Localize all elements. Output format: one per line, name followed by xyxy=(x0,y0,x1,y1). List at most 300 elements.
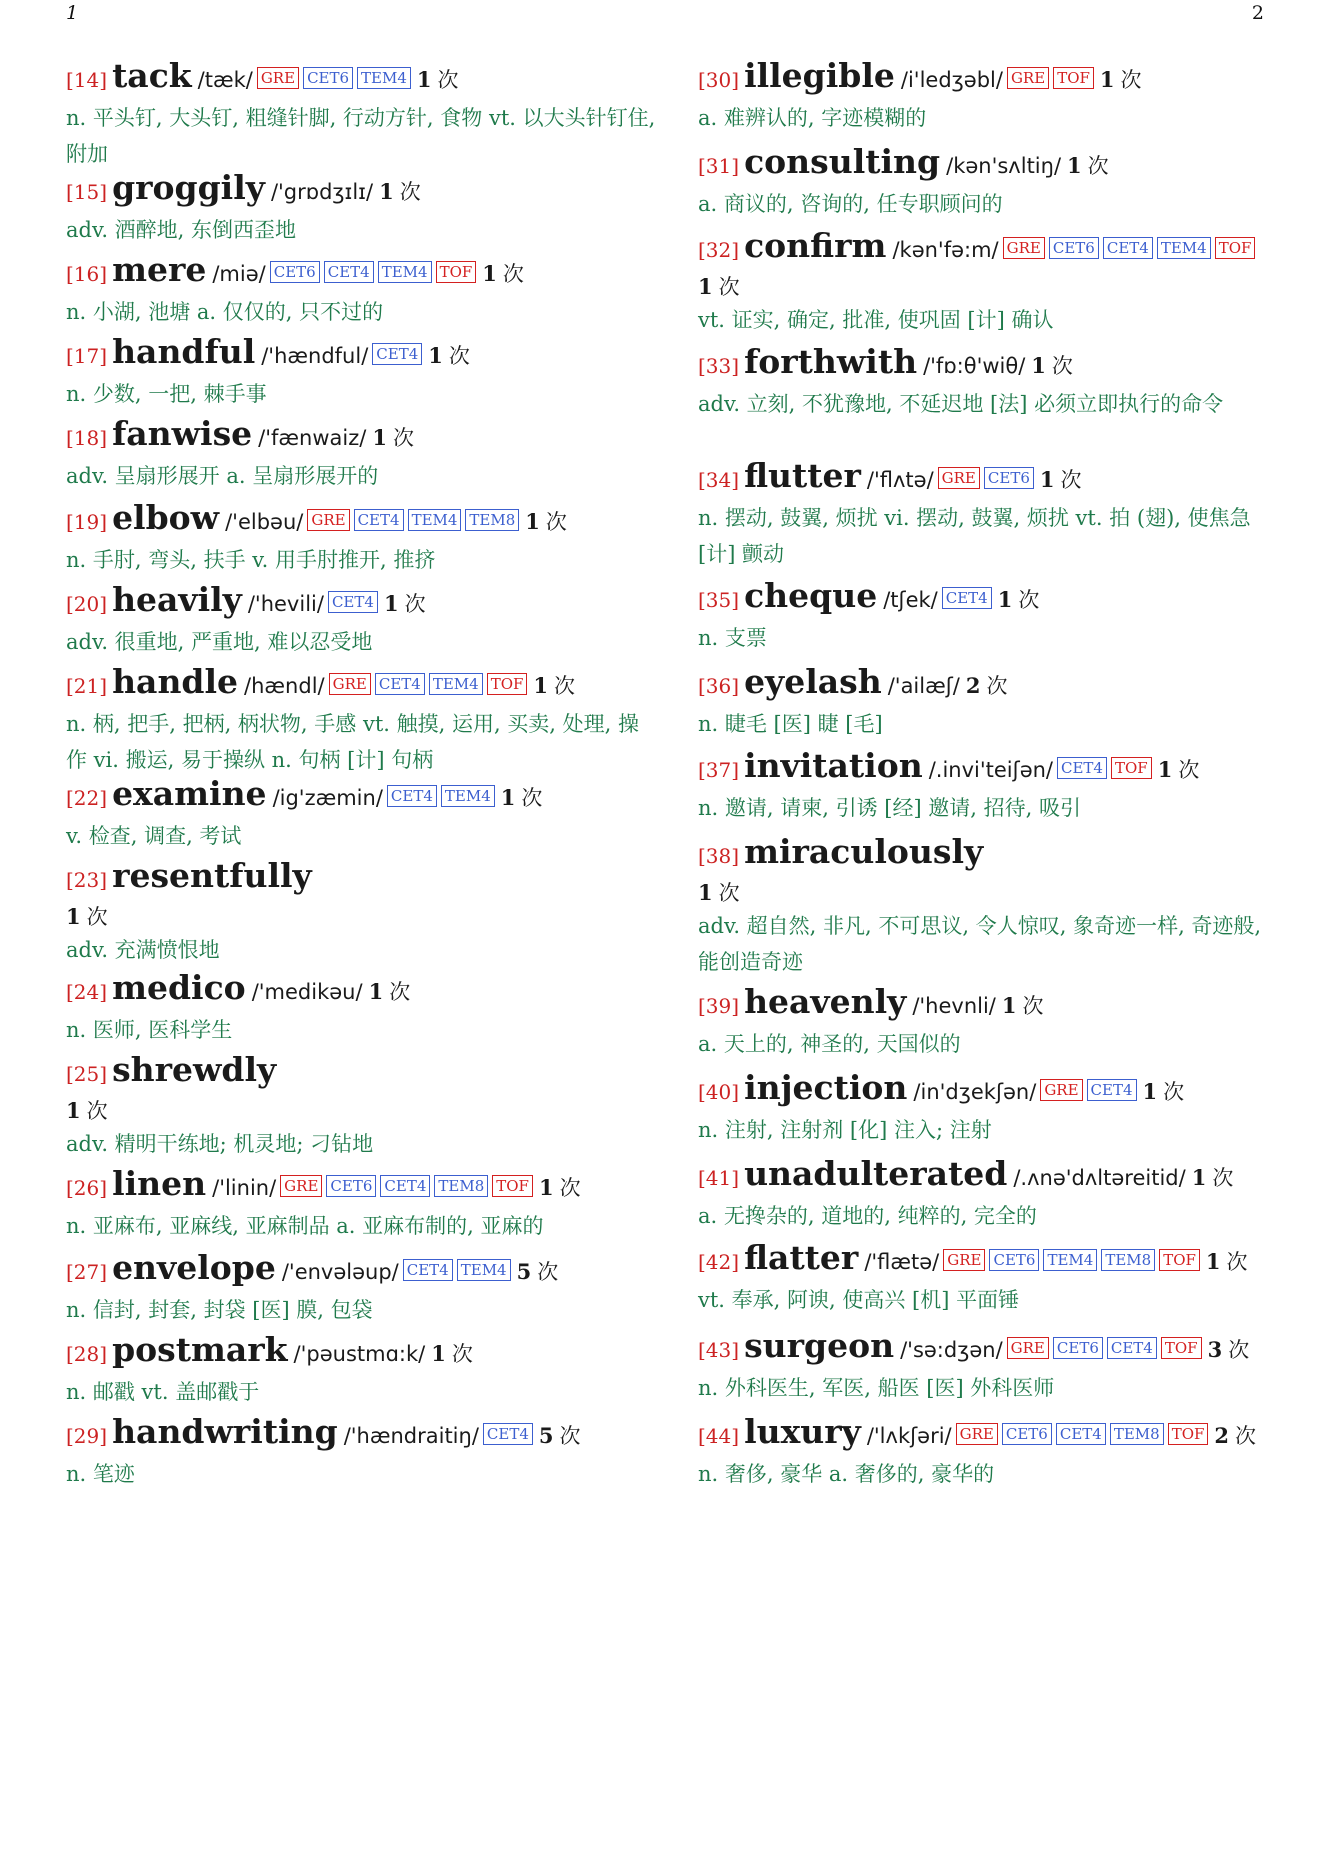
headword: surgeon xyxy=(744,1326,895,1365)
count-number: 3 xyxy=(1207,1337,1223,1362)
entry-head xyxy=(698,228,1278,302)
exam-tag-cet4: CET4 xyxy=(942,587,992,609)
word-entry xyxy=(698,144,1278,222)
exam-tag-cet6: CET6 xyxy=(984,467,1034,489)
word-entry xyxy=(66,416,656,494)
word-entry xyxy=(66,170,656,248)
count-unit: 次 xyxy=(545,510,567,534)
exam-tag-cet6: CET6 xyxy=(1053,1337,1103,1359)
phonetic: /'flʌtə/ xyxy=(866,468,934,492)
entry-head xyxy=(698,1328,1278,1370)
entry-head xyxy=(698,58,1278,100)
entry-index: [19] xyxy=(66,510,108,534)
occurrence-count xyxy=(966,674,1008,698)
phonetic: /'fænwaiz/ xyxy=(258,426,367,450)
phonetic: /'hevili/ xyxy=(247,592,324,616)
headword: confirm xyxy=(744,226,887,265)
entry-index: [18] xyxy=(66,426,108,450)
count-unit: 次 xyxy=(1018,588,1040,612)
definition: n. 邀请, 请柬, 引诱 [经] 邀请, 招待, 吸引 xyxy=(698,796,1082,820)
entry-index: [14] xyxy=(66,68,108,92)
headword: heavily xyxy=(112,580,242,619)
count-unit: 次 xyxy=(392,426,414,450)
exam-tag-cet4: CET4 xyxy=(328,591,378,613)
count-number: 1 xyxy=(66,904,81,929)
definition: n. 信封, 封套, 封袋 [医] 膜, 包袋 xyxy=(66,1298,373,1322)
headword: linen xyxy=(112,1164,207,1203)
count-unit: 次 xyxy=(559,1176,581,1200)
headword: examine xyxy=(112,774,267,813)
phonetic: /.ʌnə'dʌltəreitid/ xyxy=(1013,1166,1186,1190)
exam-tag-gre: GRE xyxy=(1040,1079,1082,1101)
entry-index: [34] xyxy=(698,468,740,492)
exam-tag-gre: GRE xyxy=(307,509,349,531)
phonetic: /'linin/ xyxy=(212,1176,277,1200)
phonetic: /'flætə/ xyxy=(864,1250,940,1274)
count-number: 2 xyxy=(965,673,981,698)
count-number: 2 xyxy=(1214,1423,1230,1448)
occurrence-count xyxy=(66,1096,656,1126)
count-unit: 次 xyxy=(448,344,470,368)
headword: handwriting xyxy=(112,1412,338,1451)
exam-tag-gre: GRE xyxy=(943,1249,985,1271)
count-unit: 次 xyxy=(986,674,1008,698)
occurrence-count xyxy=(1067,154,1109,178)
definition: vt. 证实, 确定, 批准, 使巩固 [计] 确认 xyxy=(698,308,1054,332)
entry-head xyxy=(698,984,1278,1026)
headword: medico xyxy=(112,968,246,1007)
word-entry xyxy=(698,1240,1278,1318)
word-entry xyxy=(66,1166,656,1244)
count-unit: 次 xyxy=(389,980,411,1004)
count-unit: 次 xyxy=(1051,354,1073,378)
entry-head xyxy=(66,582,656,624)
phonetic: /kən'sʌltiŋ/ xyxy=(946,154,1062,178)
exam-tag-tem8: TEM8 xyxy=(434,1175,488,1197)
count-number: 1 xyxy=(997,587,1013,612)
headword: handful xyxy=(112,332,256,371)
definition: a. 商议的, 咨询的, 任专职顾问的 xyxy=(698,192,1003,216)
headword: cheque xyxy=(744,576,878,615)
count-number: 1 xyxy=(1031,353,1046,378)
entry-index: [24] xyxy=(66,980,108,1004)
phonetic: /'elbəu/ xyxy=(225,510,304,534)
phonetic: /'medikəu/ xyxy=(251,980,363,1004)
phonetic: /'hændful/ xyxy=(261,344,369,368)
entry-index: [36] xyxy=(698,674,740,698)
occurrence-count xyxy=(1031,354,1073,378)
headword: consulting xyxy=(744,142,941,181)
exam-tag-tem4: TEM4 xyxy=(408,509,462,531)
occurrence-count xyxy=(1208,1338,1250,1362)
count-unit: 次 xyxy=(502,262,524,286)
exam-tag-tof: TOF xyxy=(1161,1337,1202,1359)
definition: n. 笔迹 xyxy=(66,1462,135,1486)
count-number: 1 xyxy=(482,261,497,286)
entry-index: [42] xyxy=(698,1250,740,1274)
exam-tag-tof: TOF xyxy=(487,673,528,695)
headword: shrewdly xyxy=(112,1050,277,1089)
definition: n. 注射, 注射剂 [化] 注入; 注射 xyxy=(698,1118,992,1142)
entry-head xyxy=(66,416,656,458)
exam-tag-tem8: TEM8 xyxy=(465,509,519,531)
entry-index: [37] xyxy=(698,758,740,782)
occurrence-count xyxy=(431,1342,473,1366)
entry-head xyxy=(66,58,656,100)
occurrence-count xyxy=(501,786,543,810)
entry-index: [35] xyxy=(698,588,740,612)
headword: tack xyxy=(112,56,192,95)
entry-index: [32] xyxy=(698,238,740,262)
occurrence-count xyxy=(1100,68,1142,92)
definition: vt. 奉承, 阿谀, 使高兴 [机] 平面锤 xyxy=(698,1288,1020,1312)
entry-index: [30] xyxy=(698,68,740,92)
word-entry xyxy=(66,1332,656,1410)
entry-head xyxy=(698,1240,1278,1282)
headword: injection xyxy=(744,1068,908,1107)
exam-tag-gre: GRE xyxy=(1007,67,1049,89)
exam-tag-cet4: CET4 xyxy=(1103,237,1153,259)
exam-tag-cet4: CET4 xyxy=(380,1175,430,1197)
headword: illegible xyxy=(744,56,895,95)
entry-index: [41] xyxy=(698,1166,740,1190)
word-entry xyxy=(66,582,656,660)
entry-head xyxy=(66,334,656,376)
exam-tag-cet4: CET4 xyxy=(403,1259,453,1281)
count-number: 1 xyxy=(698,880,713,905)
word-entry xyxy=(66,664,656,778)
headword: fanwise xyxy=(112,414,253,453)
word-entry xyxy=(66,970,656,1048)
count-unit: 次 xyxy=(1087,154,1109,178)
definition: n. 平头钉, 大头钉, 粗缝针脚, 行动方针, 食物 vt. 以大头针钉住, 附加 xyxy=(66,106,656,166)
occurrence-count xyxy=(533,674,575,698)
phonetic: /tæk/ xyxy=(197,68,253,92)
definition: adv. 呈扇形展开 a. 呈扇形展开的 xyxy=(66,464,379,488)
count-number: 1 xyxy=(416,67,432,92)
count-number: 1 xyxy=(1067,153,1082,178)
count-number: 1 xyxy=(500,785,516,810)
exam-tag-cet4: CET4 xyxy=(1057,757,1107,779)
entry-head xyxy=(698,578,1278,620)
entry-head xyxy=(698,458,1278,500)
phonetic: /'hændraitiŋ/ xyxy=(343,1424,479,1448)
exam-tag-tem4: TEM4 xyxy=(1043,1249,1097,1271)
exam-tag-cet6: CET6 xyxy=(989,1249,1039,1271)
exam-tag-gre: GRE xyxy=(329,673,371,695)
entry-head xyxy=(66,500,656,542)
exam-tag-cet6: CET6 xyxy=(1002,1423,1052,1445)
entry-head xyxy=(66,1166,656,1208)
definition: n. 手肘, 弯头, 扶手 v. 用手肘推开, 推挤 xyxy=(66,548,436,572)
headword: groggily xyxy=(112,168,265,207)
count-unit: 次 xyxy=(718,275,740,299)
entry-head xyxy=(66,858,656,932)
entry-index: [40] xyxy=(698,1080,740,1104)
count-number: 1 xyxy=(525,509,540,534)
entry-index: [43] xyxy=(698,1338,740,1362)
exam-tag-cet6: CET6 xyxy=(270,261,320,283)
word-entry xyxy=(66,334,656,412)
count-unit: 次 xyxy=(86,1099,108,1123)
count-number: 5 xyxy=(538,1423,554,1448)
word-entry xyxy=(66,1052,656,1162)
exam-tag-gre: GRE xyxy=(938,467,980,489)
count-number: 1 xyxy=(368,979,384,1004)
occurrence-count xyxy=(517,1260,559,1284)
definition: adv. 立刻, 不犹豫地, 不延迟地 [法] 必须立即执行的命令 xyxy=(698,392,1224,416)
page-number-right: 2 xyxy=(1251,2,1264,24)
count-unit: 次 xyxy=(537,1260,559,1284)
definition: n. 外科医生, 军医, 船医 [医] 外科医师 xyxy=(698,1376,1055,1400)
headword: mere xyxy=(112,250,207,289)
count-unit: 次 xyxy=(554,674,576,698)
word-entry xyxy=(66,58,656,172)
occurrence-count xyxy=(698,878,1278,908)
headword: eyelash xyxy=(744,662,882,701)
phonetic: /'fɒ:θ'wiθ/ xyxy=(923,354,1026,378)
phonetic: /in'dʒekʃən/ xyxy=(913,1080,1037,1104)
entry-head xyxy=(698,344,1278,386)
occurrence-count xyxy=(428,344,470,368)
entry-index: [28] xyxy=(66,1342,108,1366)
definition: v. 检查, 调查, 考试 xyxy=(66,824,242,848)
occurrence-count xyxy=(379,180,421,204)
exam-tag-tof: TOF xyxy=(1168,1423,1209,1445)
occurrence-count xyxy=(1040,468,1082,492)
exam-tag-tof: TOF xyxy=(1215,237,1256,259)
entry-head xyxy=(698,1414,1278,1456)
exam-tag-cet4: CET4 xyxy=(1056,1423,1106,1445)
entry-head xyxy=(66,1332,656,1374)
headword: envelope xyxy=(112,1248,276,1287)
definition: n. 医师, 医科学生 xyxy=(66,1018,233,1042)
count-number: 1 xyxy=(698,274,713,299)
phonetic: /tʃek/ xyxy=(883,588,938,612)
definition: n. 小湖, 池塘 a. 仅仅的, 只不过的 xyxy=(66,300,384,324)
phonetic: /i'ledʒəbl/ xyxy=(900,68,1003,92)
exam-tag-gre: GRE xyxy=(1003,237,1045,259)
exam-tag-tem8: TEM8 xyxy=(1101,1249,1155,1271)
exam-tag-tem4: TEM4 xyxy=(357,67,411,89)
entry-index: [38] xyxy=(698,844,740,868)
word-entry xyxy=(698,1414,1278,1492)
word-entry xyxy=(698,1070,1278,1148)
count-unit: 次 xyxy=(437,68,459,92)
definition: adv. 很重地, 严重地, 难以忍受地 xyxy=(66,630,373,654)
definition: a. 天上的, 神圣的, 天国似的 xyxy=(698,1032,961,1056)
headword: flutter xyxy=(744,456,861,495)
entry-index: [26] xyxy=(66,1176,108,1200)
occurrence-count xyxy=(369,980,411,1004)
word-entry xyxy=(698,58,1278,136)
entry-head xyxy=(66,664,656,706)
entry-index: [15] xyxy=(66,180,108,204)
word-entry xyxy=(66,500,656,578)
count-unit: 次 xyxy=(1120,68,1142,92)
word-entry xyxy=(698,1156,1278,1234)
phonetic: /.invi'teiʃən/ xyxy=(928,758,1053,782)
count-number: 1 xyxy=(1142,1079,1158,1104)
entry-head xyxy=(66,1414,656,1456)
phonetic: /miə/ xyxy=(212,262,266,286)
word-entry xyxy=(698,578,1278,656)
headword: forthwith xyxy=(744,342,918,381)
word-entry xyxy=(698,984,1278,1062)
entry-index: [29] xyxy=(66,1424,108,1448)
entry-head xyxy=(698,664,1278,706)
definition: adv. 超自然, 非凡, 不可思议, 令人惊叹, 象奇迹一样, 奇迹般, 能创造奇迹 xyxy=(698,914,1262,974)
exam-tag-cet4: CET4 xyxy=(354,509,404,531)
entry-index: [20] xyxy=(66,592,108,616)
count-number: 1 xyxy=(1039,467,1055,492)
exam-tag-gre: GRE xyxy=(1007,1337,1049,1359)
exam-tag-tof: TOF xyxy=(1111,757,1152,779)
headword: miraculously xyxy=(744,832,984,871)
entry-head xyxy=(66,776,656,818)
exam-tag-cet4: CET4 xyxy=(375,673,425,695)
occurrence-count xyxy=(525,510,567,534)
entry-head xyxy=(698,1156,1278,1198)
count-unit: 次 xyxy=(404,592,426,616)
exam-tag-tem4: TEM4 xyxy=(378,261,432,283)
exam-tag-tem8: TEM8 xyxy=(1110,1423,1164,1445)
count-unit: 次 xyxy=(1226,1250,1248,1274)
entry-index: [33] xyxy=(698,354,740,378)
count-unit: 次 xyxy=(1228,1338,1250,1362)
word-entry xyxy=(66,252,656,330)
word-entry xyxy=(698,834,1278,980)
occurrence-count xyxy=(1206,1250,1248,1274)
occurrence-count xyxy=(698,272,1278,302)
exam-tag-cet6: CET6 xyxy=(1049,237,1099,259)
exam-tag-gre: GRE xyxy=(257,67,299,89)
definition: a. 无搀杂的, 道地的, 纯粹的, 完全的 xyxy=(698,1204,1037,1228)
definition: n. 邮戳 vt. 盖邮戳于 xyxy=(66,1380,260,1404)
entry-head xyxy=(66,970,656,1012)
exam-tag-tem4: TEM4 xyxy=(429,673,483,695)
definition: n. 睫毛 [医] 睫 [毛] xyxy=(698,712,883,736)
exam-tag-tof: TOF xyxy=(1053,67,1094,89)
word-entry xyxy=(698,458,1278,572)
page-number-left: 1 xyxy=(66,2,79,24)
occurrence-count xyxy=(1214,1424,1256,1448)
entry-head xyxy=(66,1052,656,1126)
exam-tag-tem4: TEM4 xyxy=(457,1259,511,1281)
word-entry xyxy=(66,858,656,968)
exam-tag-tof: TOF xyxy=(492,1175,533,1197)
count-unit: 次 xyxy=(521,786,543,810)
entry-head xyxy=(66,1250,656,1292)
phonetic: /kən'fə:m/ xyxy=(892,238,999,262)
count-number: 1 xyxy=(383,591,399,616)
entry-index: [22] xyxy=(66,786,108,810)
entry-index: [21] xyxy=(66,674,108,698)
word-entry xyxy=(66,776,656,854)
count-number: 1 xyxy=(431,1341,446,1366)
entry-head xyxy=(66,252,656,294)
phonetic: /'grɒdʒɪlɪ/ xyxy=(270,180,374,204)
entry-head xyxy=(66,170,656,212)
entry-head xyxy=(698,144,1278,186)
word-entry xyxy=(66,1414,656,1492)
phonetic: /ig'zæmin/ xyxy=(272,786,383,810)
count-unit: 次 xyxy=(1178,758,1200,782)
occurrence-count xyxy=(998,588,1040,612)
definition: a. 难辨认的, 字迹模糊的 xyxy=(698,106,927,130)
headword: heavenly xyxy=(744,982,907,1021)
definition: n. 支票 xyxy=(698,626,767,650)
definition: n. 摆动, 鼓翼, 烦扰 vi. 摆动, 鼓翼, 烦扰 vt. 拍 (翅), 使焦急 [计] 颤动 xyxy=(698,506,1251,566)
word-entry xyxy=(66,1250,656,1328)
occurrence-count xyxy=(539,1176,581,1200)
exam-tag-cet6: CET6 xyxy=(303,67,353,89)
headword: handle xyxy=(112,662,239,701)
headword: luxury xyxy=(744,1412,861,1451)
definition: adv. 充满愤恨地 xyxy=(66,938,220,962)
exam-tag-tof: TOF xyxy=(436,261,477,283)
exam-tag-cet4: CET4 xyxy=(483,1423,533,1445)
definition: n. 少数, 一把, 棘手事 xyxy=(66,382,267,406)
entry-index: [16] xyxy=(66,262,108,286)
entry-index: [44] xyxy=(698,1424,740,1448)
occurrence-count xyxy=(66,902,656,932)
exam-tag-gre: GRE xyxy=(956,1423,998,1445)
exam-tag-gre: GRE xyxy=(280,1175,322,1197)
occurrence-count xyxy=(482,262,524,286)
word-entry xyxy=(698,228,1278,338)
definition: n. 奢侈, 豪华 a. 奢侈的, 豪华的 xyxy=(698,1462,995,1486)
count-number: 1 xyxy=(372,425,387,450)
headword: flatter xyxy=(744,1238,859,1277)
entry-head xyxy=(698,748,1278,790)
count-unit: 次 xyxy=(559,1424,581,1448)
occurrence-count xyxy=(417,68,459,92)
count-number: 1 xyxy=(1157,757,1173,782)
count-unit: 次 xyxy=(86,905,108,929)
entry-index: [17] xyxy=(66,344,108,368)
count-number: 5 xyxy=(516,1259,532,1284)
occurrence-count xyxy=(372,426,414,450)
count-number: 1 xyxy=(1191,1165,1207,1190)
exam-tag-cet4: CET4 xyxy=(324,261,374,283)
phonetic: /'envələup/ xyxy=(281,1260,399,1284)
word-entry xyxy=(698,748,1278,826)
count-unit: 次 xyxy=(1060,468,1082,492)
occurrence-count xyxy=(1158,758,1200,782)
count-number: 1 xyxy=(1205,1249,1221,1274)
phonetic: /hændl/ xyxy=(244,674,325,698)
exam-tag-cet4: CET4 xyxy=(1107,1337,1157,1359)
count-unit: 次 xyxy=(718,881,740,905)
word-entry xyxy=(698,664,1278,742)
entry-index: [31] xyxy=(698,154,740,178)
headword: resentfully xyxy=(112,856,312,895)
count-unit: 次 xyxy=(1022,994,1044,1018)
phonetic: /'ailæʃ/ xyxy=(887,674,960,698)
count-number: 1 xyxy=(66,1098,81,1123)
exam-tag-cet4: CET4 xyxy=(372,343,422,365)
phonetic: /'pəustmɑ:k/ xyxy=(293,1342,426,1366)
entry-head xyxy=(698,1070,1278,1112)
count-unit: 次 xyxy=(399,180,421,204)
exam-tag-tof: TOF xyxy=(1159,1249,1200,1271)
exam-tag-cet6: CET6 xyxy=(326,1175,376,1197)
definition: n. 柄, 把手, 把柄, 柄状物, 手感 vt. 触摸, 运用, 买卖, 处理, 操作 vi. 搬运, 易于操纵 n. 句柄 [计] 句柄 xyxy=(66,712,640,772)
count-unit: 次 xyxy=(1212,1166,1234,1190)
word-entry xyxy=(698,344,1278,422)
entry-index: [39] xyxy=(698,994,740,1018)
